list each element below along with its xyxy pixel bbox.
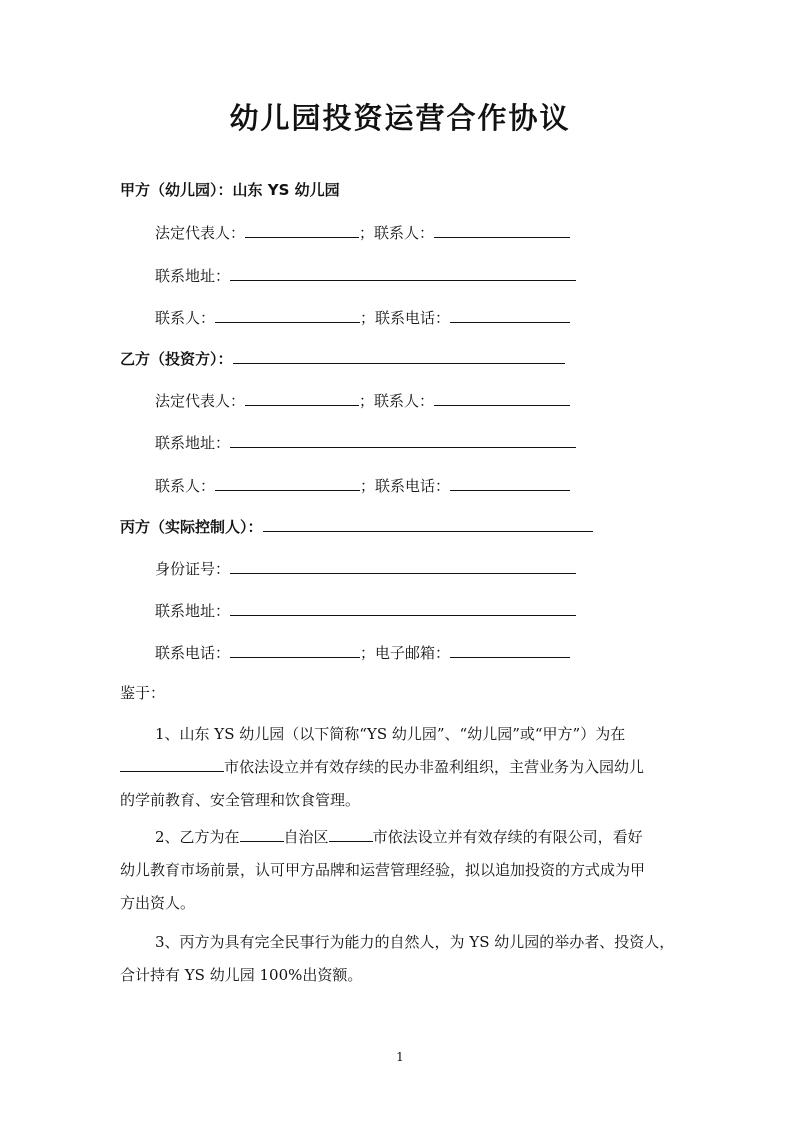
party-b-legal-rep-label: 法定代表人： (155, 392, 246, 410)
party-b-phone-blank[interactable] (450, 475, 570, 491)
party-b-legal-rep-blank[interactable] (245, 390, 359, 406)
clause-2-part-1: 2、乙方为在 (155, 828, 240, 846)
clause-1-line-2-text: 市依法设立并有效存续的民办非盈利组织，主营业务为入园幼儿 (224, 758, 645, 776)
party-a-heading (120, 180, 340, 200)
party-b-address-blank[interactable] (230, 432, 576, 448)
party-b-legal-rep-row (155, 390, 570, 411)
party-b-contact-person-label: 联系人： (155, 477, 216, 495)
clause-1-line-2 (120, 751, 685, 784)
party-a-phone-label: ；联系电话： (360, 309, 451, 327)
party-a-contact-person-label: 联系人： (155, 309, 216, 327)
party-a-label: 甲方（幼儿园）： (120, 181, 233, 199)
party-c-email-label: ；电子邮箱： (360, 644, 451, 662)
party-c-label: 丙方（实际控制人）： (120, 518, 263, 536)
clause-3 (120, 926, 685, 992)
party-a-name: 山东 YS 幼儿园 (232, 181, 340, 199)
party-c-heading (120, 516, 593, 537)
party-c-id-row (155, 558, 576, 579)
party-b-contact-row (155, 475, 570, 496)
clause-3-line-1: 3、丙方为具有完全民事行为能力的自然人，为 YS 幼儿园的举办者、投资人， (155, 933, 675, 951)
clause-2 (120, 821, 685, 920)
party-a-contact-person-blank[interactable] (215, 307, 360, 323)
party-b-address-label: 联系地址： (155, 434, 231, 452)
party-c-address-label: 联系地址： (155, 602, 231, 620)
party-c-id-blank[interactable] (230, 558, 576, 574)
party-b-address-row (155, 432, 576, 453)
party-b-contact-blank[interactable] (434, 390, 570, 406)
party-a-legal-rep-label: 法定代表人： (155, 224, 246, 242)
party-a-legal-rep-row (155, 222, 570, 243)
clause-3-line-2: 合计持有 YS 幼儿园 100%出资额。 (120, 966, 363, 984)
clause-1-line-1: 1、山东 YS 幼儿园（以下简称“YS 幼儿园”、“幼儿园”或“甲方”）为在 (155, 725, 626, 743)
party-a-contact-row (155, 307, 570, 328)
party-b-contact-person-blank[interactable] (215, 475, 360, 491)
whereas-heading: 鉴于： (120, 684, 166, 702)
document-title: 幼儿园投资运营合作协议 (229, 101, 571, 135)
party-c-address-blank[interactable] (230, 600, 576, 616)
party-c-address-row (155, 600, 576, 621)
party-c-name-blank[interactable] (263, 516, 593, 532)
party-c-phone-label: 联系电话： (155, 644, 231, 662)
clause-2-line-1 (120, 821, 685, 854)
clause-1-line-3: 的学前教育、安全管理和饮食管理。 (120, 791, 361, 809)
clause-2-line-2: 幼儿教育市场前景，认可甲方品牌和运营管理经验，拟以追加投资的方式成为甲 (120, 861, 646, 879)
party-a-contact-label: ；联系人： (359, 224, 435, 242)
party-c-phone-blank[interactable] (230, 642, 360, 658)
clause-2-part-2: 自治区 (283, 828, 329, 846)
party-a-phone-blank[interactable] (450, 307, 570, 323)
clause-1-city-blank[interactable] (120, 756, 224, 772)
party-c-id-label: 身份证号： (155, 560, 231, 578)
clause-1 (120, 718, 685, 817)
clause-2-city-blank[interactable] (329, 826, 373, 842)
party-a-legal-rep-blank[interactable] (245, 222, 359, 238)
party-a-address-blank[interactable] (230, 265, 576, 281)
party-b-phone-label: ；联系电话： (360, 477, 451, 495)
party-a-contact-blank[interactable] (434, 222, 570, 238)
party-a-address-row (155, 265, 576, 286)
party-b-name-blank[interactable] (233, 348, 565, 364)
party-c-contact-row (155, 642, 570, 663)
clause-2-part-3: 市依法设立并有效存续的有限公司，看好 (372, 828, 643, 846)
party-c-email-blank[interactable] (450, 642, 570, 658)
party-b-heading (120, 348, 565, 369)
party-a-address-label: 联系地址： (155, 267, 231, 285)
party-b-contact-label: ；联系人： (359, 392, 435, 410)
page-number: 1 (396, 1050, 404, 1064)
clause-2-region-blank[interactable] (240, 826, 284, 842)
clause-2-line-3: 方出资人。 (120, 894, 196, 912)
party-b-label: 乙方（投资方）： (120, 350, 233, 368)
